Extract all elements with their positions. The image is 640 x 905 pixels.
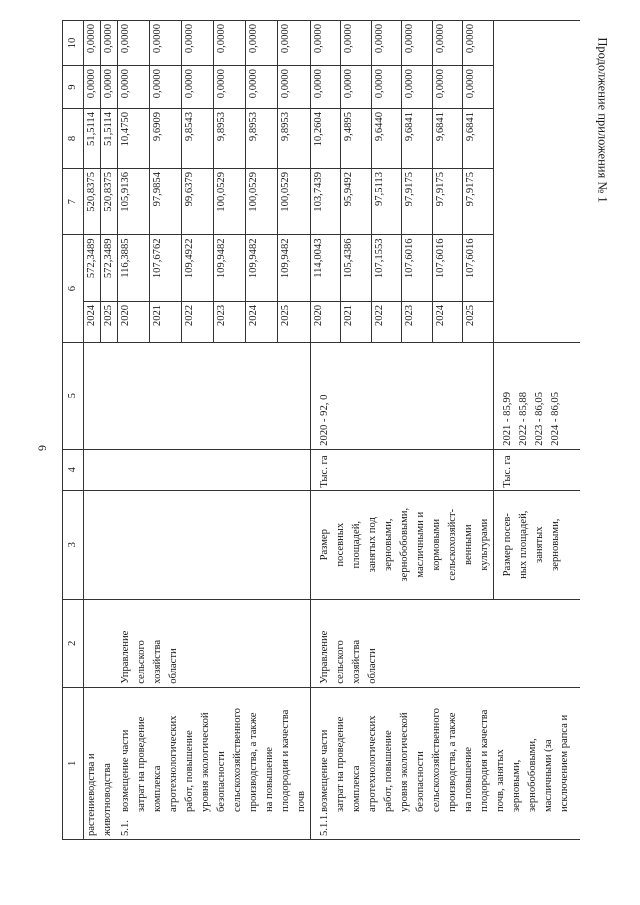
indicator-2-line: Размер посев- <box>501 513 513 577</box>
cell-c6 <box>246 235 278 301</box>
cell-c6-text: 109,9482 <box>280 238 292 279</box>
empty-c5 <box>118 342 311 449</box>
cell-c10 <box>402 21 433 66</box>
cell-year-text: 2024 <box>86 304 97 327</box>
cell-c6 <box>278 235 310 301</box>
cell-year <box>432 301 463 342</box>
cell-c6-text: 107,6016 <box>404 238 415 279</box>
cell-c7 <box>101 168 118 234</box>
cell-c9-text: 0,0000 <box>103 69 114 99</box>
cell-c8-text: 9,6841 <box>465 111 476 142</box>
cell-c7 <box>150 168 182 234</box>
table-row <box>310 21 341 840</box>
cell-c9-text: 0,0000 <box>152 69 164 99</box>
cell-year-text: 2023 <box>216 304 228 327</box>
header-cell-6-text: 6 <box>67 285 78 292</box>
indicator-2-line: зерновыми, <box>549 518 561 571</box>
cell-year <box>214 301 246 342</box>
table-row <box>118 21 150 840</box>
cell-c6 <box>118 235 150 301</box>
cell-c8-text: 10,4750 <box>120 111 131 147</box>
cell-c8 <box>150 108 182 168</box>
description-line: плодородия и качества <box>478 709 490 812</box>
cell-c10-text: 0,0000 <box>248 24 260 54</box>
cell-c6-text: 109,4922 <box>184 238 196 279</box>
section-5-1-1-executor-line: области <box>366 648 378 684</box>
continuation-text-line: растениеводства и <box>86 753 97 836</box>
description-line: затрат на проведение <box>334 716 346 812</box>
cell-c9-text: 0,0000 <box>404 69 415 99</box>
section-5-1-description <box>118 708 310 812</box>
target-1-text: 2020 - 92, 0 <box>318 394 330 446</box>
cell-year <box>371 301 402 342</box>
cell-c10 <box>432 21 463 66</box>
section-5-1-executor-line: сельского <box>135 640 147 684</box>
cell-year-text: 2022 <box>373 304 385 327</box>
indicator-1-line: зернобобовыми, <box>398 507 410 582</box>
header-cell-10 <box>63 21 84 66</box>
header-cell-1 <box>63 687 84 839</box>
cell-c6-text: 116,3885 <box>120 238 131 278</box>
header-cell-2-text: 2 <box>67 640 78 646</box>
cell-c7 <box>371 168 402 234</box>
cell-c9-text: 0,0000 <box>434 69 446 99</box>
cell-c6 <box>432 235 463 301</box>
cell-c6 <box>341 235 372 301</box>
cell-year <box>101 301 118 342</box>
cell-c7-text: 105,9136 <box>120 171 131 212</box>
cell-year <box>150 301 182 342</box>
cell-c6-text: 572,3489 <box>86 238 97 279</box>
cell-c7 <box>463 168 494 234</box>
cell-c7-text: 97,9175 <box>404 171 415 207</box>
cell-c7 <box>84 168 101 234</box>
cell-c8-text: 9,6841 <box>404 111 415 142</box>
cell-c10 <box>341 21 372 66</box>
cell-c8-text: 9,6440 <box>373 111 385 142</box>
cell-c10-text: 0,0000 <box>312 24 324 54</box>
cell-c6-text: 107,6762 <box>152 238 164 279</box>
section-5-1-1-executor-line: сельского <box>334 640 346 684</box>
unit-2 <box>493 449 580 490</box>
cell-year <box>310 301 341 342</box>
appendix-title: Продолжение приложения № 1 <box>595 37 610 203</box>
cell-c8-text: 9,8543 <box>184 111 196 142</box>
cell-c9-text: 0,0000 <box>373 69 385 99</box>
continuation-text-line: животноводства <box>102 763 113 836</box>
header-cell-3 <box>63 490 84 599</box>
cell-year-text: 2021 <box>343 304 354 327</box>
indicator-1-line: площадей, <box>350 520 362 569</box>
cell-c8-text: 51,5114 <box>86 111 97 147</box>
description-line: затрат на проведение <box>135 716 147 812</box>
section-5-1-1-executor-line: хозяйства <box>350 639 362 684</box>
cell-c10 <box>101 21 118 66</box>
header-cell-4-text: 4 <box>67 467 78 473</box>
cell-year <box>463 301 494 342</box>
section-5-1-1-executor <box>310 599 580 687</box>
cell-c6-text: 572,3489 <box>103 238 114 279</box>
cell-c10-text: 0,0000 <box>103 24 114 54</box>
cell-c10-text: 0,0000 <box>373 24 385 54</box>
indicator-1-line: культурами <box>478 518 490 571</box>
rotated-sheet <box>62 20 597 840</box>
indicator-2 <box>493 490 580 599</box>
cell-c6 <box>402 235 433 301</box>
indicator-1-line: сельскохозяйст- <box>446 508 458 581</box>
cell-year-text: 2025 <box>465 304 476 327</box>
indicator-1-line: кормовыми <box>430 518 442 571</box>
cell-c9 <box>432 66 463 109</box>
cell-c10 <box>371 21 402 66</box>
cell-c6-text: 107,6016 <box>434 238 446 279</box>
program-table <box>62 20 580 840</box>
cell-c7-text: 100,0529 <box>280 171 292 212</box>
cell-c8 <box>463 108 494 168</box>
cell-c10-text: 0,0000 <box>343 24 354 54</box>
header-cell-8 <box>63 108 84 168</box>
section-5-1-1-measure <box>310 687 580 839</box>
cell-c9-text: 0,0000 <box>120 69 131 99</box>
cell-c9-text: 0,0000 <box>216 69 228 99</box>
header-cell-6 <box>63 235 84 342</box>
cell-c10 <box>182 21 214 66</box>
cell-c6-text: 109,9482 <box>248 238 260 279</box>
cell-c7 <box>246 168 278 234</box>
cell-c7 <box>214 168 246 234</box>
cell-c9 <box>463 66 494 109</box>
indicator-2-line: ных площадей, <box>517 510 529 579</box>
cell-c9-text: 0,0000 <box>248 69 260 99</box>
cell-c10 <box>118 21 150 66</box>
cell-c10 <box>214 21 246 66</box>
cell-c8 <box>101 108 118 168</box>
cell-c8 <box>246 108 278 168</box>
section-5-1-1-executor-line: Управление <box>318 630 330 684</box>
section-5-1-1-description <box>317 708 573 812</box>
header-cell-4 <box>63 449 84 490</box>
description-line: комплекса <box>151 765 163 812</box>
cell-c8 <box>371 108 402 168</box>
unit-1-text: Тыс. га <box>318 455 330 488</box>
cell-c6-text: 114,0043 <box>312 238 324 278</box>
header-cell-8-text: 8 <box>67 135 78 142</box>
cell-c10-text: 0,0000 <box>216 24 228 54</box>
cell-c9-text: 0,0000 <box>86 69 97 99</box>
cell-year-text: 2025 <box>103 304 114 327</box>
cell-c6 <box>214 235 246 301</box>
cell-c10-text: 0,0000 <box>184 24 196 54</box>
section-5-1-executor-line: хозяйства <box>151 639 163 684</box>
table-row <box>84 21 101 840</box>
target-2-line: 2024 - 86,05 <box>549 391 561 446</box>
header-cell-9-text: 9 <box>67 84 78 90</box>
cell-c8-text: 9,4895 <box>343 111 354 142</box>
empty-c5 <box>84 342 118 449</box>
cell-c10 <box>310 21 341 66</box>
unit-1 <box>310 449 493 490</box>
cell-c8 <box>310 108 341 168</box>
cell-c9 <box>182 66 214 109</box>
cell-c8 <box>214 108 246 168</box>
cell-c9-text: 0,0000 <box>312 69 324 99</box>
cell-c6 <box>84 235 101 301</box>
description-line: безопасности <box>215 751 227 812</box>
description-line: возмещение части <box>318 729 330 812</box>
cell-c10-text: 0,0000 <box>465 24 476 54</box>
cell-c8-text: 9,8953 <box>280 111 292 142</box>
indicator-1-line: занятых под <box>366 517 378 573</box>
cell-c6 <box>463 235 494 301</box>
cell-c10 <box>150 21 182 66</box>
target-2 <box>493 342 580 449</box>
target-2-line: 2022 - 85,88 <box>517 391 529 446</box>
cell-c6-text: 107,1553 <box>373 238 385 279</box>
description-line: зерновыми, <box>510 759 522 812</box>
cell-c8-text: 9,8953 <box>216 111 228 142</box>
cell-c6 <box>182 235 214 301</box>
header-cell-10-text: 10 <box>67 37 78 49</box>
empty-c4 <box>118 449 311 490</box>
cell-c7-text: 520,8375 <box>103 171 114 212</box>
cell-c6-text: 105,4386 <box>343 238 354 279</box>
cell-c7 <box>402 168 433 234</box>
description-line: почв <box>295 790 307 812</box>
indicator-1 <box>310 490 493 599</box>
cell-year-text: 2023 <box>404 304 415 327</box>
cell-c8-text: 51,5114 <box>103 111 114 147</box>
indicator-1-line: масличными и <box>414 511 426 578</box>
cell-c6-text: 107,6016 <box>465 238 476 279</box>
cell-c9-text: 0,0000 <box>280 69 292 99</box>
description-line: возмещение части <box>119 729 131 812</box>
section-5-1-measure <box>118 687 311 839</box>
cell-year-text: 2020 <box>120 304 131 327</box>
header-cell-7-text: 7 <box>67 199 78 205</box>
description-line: зернобобовыми, <box>526 738 538 812</box>
cell-c7 <box>432 168 463 234</box>
cell-year-text: 2021 <box>152 304 164 327</box>
empty-c4 <box>84 449 118 490</box>
cell-year <box>118 301 150 342</box>
cell-c8-text: 9,6841 <box>434 111 446 142</box>
cell-c8 <box>278 108 310 168</box>
cell-c9 <box>278 66 310 109</box>
cell-c8-text: 9,6909 <box>152 111 164 142</box>
description-line: сельскохозяйственного <box>430 708 442 812</box>
description-line: плодородия и качества <box>279 709 291 812</box>
header-cell-5 <box>63 342 84 449</box>
cell-c10-text: 0,0000 <box>86 24 97 54</box>
cell-c7 <box>341 168 372 234</box>
cell-c7-text: 97,9854 <box>152 171 164 207</box>
cell-year-text: 2025 <box>280 304 292 327</box>
indicator-1-line: венными <box>462 524 474 565</box>
cell-year <box>84 301 101 342</box>
cell-c7 <box>182 168 214 234</box>
cell-c7-text: 95,9492 <box>343 171 354 207</box>
cell-c9 <box>84 66 101 109</box>
cell-c6 <box>101 235 118 301</box>
cell-c10 <box>463 21 494 66</box>
cell-c7-text: 97,9175 <box>434 171 446 207</box>
cell-c6 <box>150 235 182 301</box>
cell-c7-text: 100,0529 <box>248 171 260 212</box>
cell-c9 <box>101 66 118 109</box>
cell-c9 <box>341 66 372 109</box>
section-5-1-executor-line: области <box>167 648 179 684</box>
cell-c7-text: 99,6379 <box>184 171 196 207</box>
cell-c10-text: 0,0000 <box>120 24 131 54</box>
cell-c7-text: 520,8375 <box>86 171 97 212</box>
cell-c10-text: 0,0000 <box>404 24 415 54</box>
section-5-1-executor-line: Управление <box>119 630 131 684</box>
empty-year-2 <box>493 21 580 343</box>
cell-c9-text: 0,0000 <box>184 69 196 99</box>
empty-c2 <box>84 599 118 687</box>
header-cell-3-text: 3 <box>67 542 78 548</box>
cell-c9 <box>402 66 433 109</box>
header-cell-9 <box>63 66 84 109</box>
description-line: производства, а также <box>247 712 259 812</box>
description-line: безопасности <box>414 751 426 812</box>
cell-c7-text: 100,0529 <box>216 171 228 212</box>
description-line: комплекса <box>350 765 362 812</box>
header-cell-2 <box>63 599 84 687</box>
header-row <box>63 21 84 840</box>
description-line: уровня экологической <box>199 712 211 812</box>
indicator-1-line: Размер <box>318 529 330 561</box>
description-line: производства, а также <box>446 712 458 812</box>
empty-c3 <box>84 490 118 599</box>
cell-c9 <box>150 66 182 109</box>
cell-c10 <box>246 21 278 66</box>
cell-c10-text: 0,0000 <box>152 24 164 54</box>
cell-c9 <box>371 66 402 109</box>
cell-c9 <box>214 66 246 109</box>
indicator-2-line: занятых <box>533 526 545 563</box>
cell-c7-text: 103,7439 <box>312 171 324 212</box>
cell-year-text: 2020 <box>312 304 324 327</box>
cell-year <box>278 301 310 342</box>
cell-year-text: 2022 <box>184 304 196 327</box>
cell-c8-text: 10,2604 <box>312 111 324 147</box>
target-2-line: 2023 - 86,05 <box>533 391 545 446</box>
target-2-line: 2021 - 85,99 <box>501 391 513 446</box>
cell-c10-text: 0,0000 <box>280 24 292 54</box>
section-5-1-executor <box>118 599 311 687</box>
header-cell-7 <box>63 168 84 234</box>
cell-c7 <box>278 168 310 234</box>
cell-c8 <box>432 108 463 168</box>
description-line: агротехнологических <box>366 715 378 812</box>
cell-c6-text: 109,9482 <box>216 238 228 279</box>
cell-year-text: 2024 <box>248 304 260 327</box>
description-line: работ, повышение <box>183 730 195 812</box>
cell-c9 <box>310 66 341 109</box>
cell-year <box>341 301 372 342</box>
cell-year-text: 2024 <box>434 304 446 327</box>
page-number: 6 <box>35 445 50 451</box>
target-1 <box>310 342 493 449</box>
section-5-1-1-number: 5.1.1. <box>318 812 330 836</box>
description-line: агротехнологических <box>167 715 179 812</box>
cell-c9 <box>118 66 150 109</box>
cell-c8 <box>182 108 214 168</box>
description-line: исключением рапса и <box>558 714 570 812</box>
continuation-text <box>84 687 118 839</box>
cell-c10-text: 0,0000 <box>434 24 446 54</box>
header-cell-1-text: 1 <box>67 760 78 767</box>
indicator-1-line: зерновыми, <box>382 518 394 571</box>
header-cell-5-text: 5 <box>67 393 78 399</box>
indicator-1-line: посевных <box>334 522 346 567</box>
cell-c7 <box>310 168 341 234</box>
section-5-1-number: 5.1. <box>119 820 131 836</box>
cell-c10 <box>278 21 310 66</box>
cell-year <box>182 301 214 342</box>
description-line: сельскохозяйственного <box>231 708 243 812</box>
cell-c8 <box>402 108 433 168</box>
cell-c8 <box>341 108 372 168</box>
cell-year <box>402 301 433 342</box>
description-line: на повышение <box>462 746 474 812</box>
cell-c7-text: 97,5113 <box>373 171 385 207</box>
cell-c7 <box>118 168 150 234</box>
description-line: масличными (за <box>542 739 554 812</box>
cell-c7-text: 97,9175 <box>465 171 476 207</box>
cell-c6 <box>310 235 341 301</box>
description-line: работ, повышение <box>382 730 394 812</box>
description-line: почв, занятых <box>494 749 506 812</box>
cell-c10 <box>84 21 101 66</box>
unit-2-text: Тыс. га <box>501 455 513 488</box>
cell-c8 <box>84 108 101 168</box>
cell-c8-text: 9,8953 <box>248 111 260 142</box>
cell-c8 <box>118 108 150 168</box>
cell-year <box>246 301 278 342</box>
cell-c9-text: 0,0000 <box>343 69 354 99</box>
description-line: на повышение <box>263 746 275 812</box>
empty-c3 <box>118 490 311 599</box>
description-line: уровня экологической <box>398 712 410 812</box>
cell-c6 <box>371 235 402 301</box>
cell-c9 <box>246 66 278 109</box>
cell-c9-text: 0,0000 <box>465 69 476 99</box>
